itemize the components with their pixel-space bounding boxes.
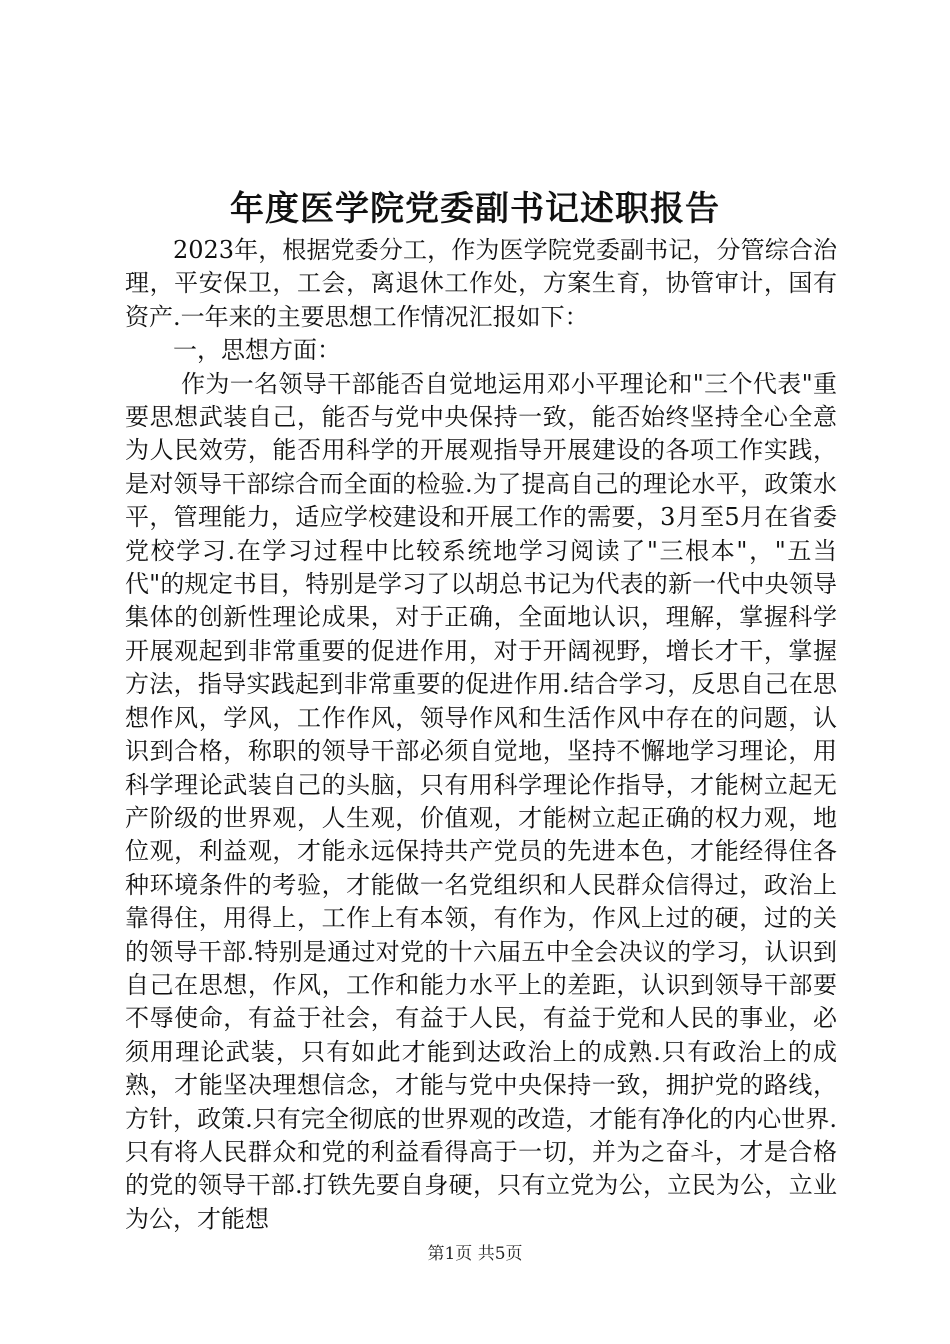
document-title: 年度医学院党委副书记述职报告 [230,189,720,229]
intro-paragraph: 2023年，根据党委分工，作为医学院党委副书记，分管综合治理，平安保卫，工会，离退休工作处，方案生育，协管审计，国有资产.一年来的主要思想工作情况汇报如下： [125,236,837,331]
section-heading-thought: 一，思想方面： [173,336,341,365]
document-body [125,234,837,1236]
page-number-footer: 第1页 共5页 [427,1244,523,1264]
thought-paragraph: 作为一名领导干部能否自觉地运用邓小平理论和"三个代表"重要思想武装自己，能否与党中央保持一致，能否始终坚持全心全意为人民效劳，能否用科学的开展观指导开展建设的各项工作实践，是对领导干部综合而全面的检验.为了提高自己的理论水平，政策水平，管理能力，适应学校建设和开展工作的需要，3月至5月在省委党校学习.在学习过程中比较系统地学习阅读了"三根本"，"五当代"的规定书目，特别是学习了以胡总书记为代表的新一代中央领导集体的创新性理论成果，对于正确，全面地认识，理解，掌握科学开展观起到非常重要的促进作用，对于开阔视野，增长才干，掌握方法，指导实践起到非常重要的促进作用.结合学习，反思自己在思想作风，学风，工作作风，领导作风和生活作风中存在的问题，认识到合格，称职的领导干部必须自觉地，坚持不懈地学习理论，用科学理论武装自己的头脑，只有用科学理论作指导，才能树立起无产阶级的世界观，人生观，价值观，才能树立起正确的权力观，地位观，利益观，才能永远保持共产党员的先进本色，才能经得住各种环境条件的考验，才能做一名党组织和人民群众信得过，政治上靠得住，用得上，工作上有本领，有作为，作风上过的硬，过的关的领导干部.特别是通过对党的十六届五中全会决议的学习，认识到自己在思想，作风，工作和能力水平上的差距，认识到领导干部要不辱使命，有益于社会，有益于人民，有益于党和人民的事业，必须用理论武装，只有如此才能到达政治上的成熟.只有政治上的成熟，才能坚决理想信念，才能与党中央保持一致，拥护党的路线，方针，政策.只有完全彻底的世界观的改造，才能有净化的内心世界.只有将人民群众和党的利益看得高于一切，并为之奋斗，才是合格的党的领导干部.打铁先要自身硬，只有立党为公，立民为公，立业为公，才能想 [125,369,837,1233]
